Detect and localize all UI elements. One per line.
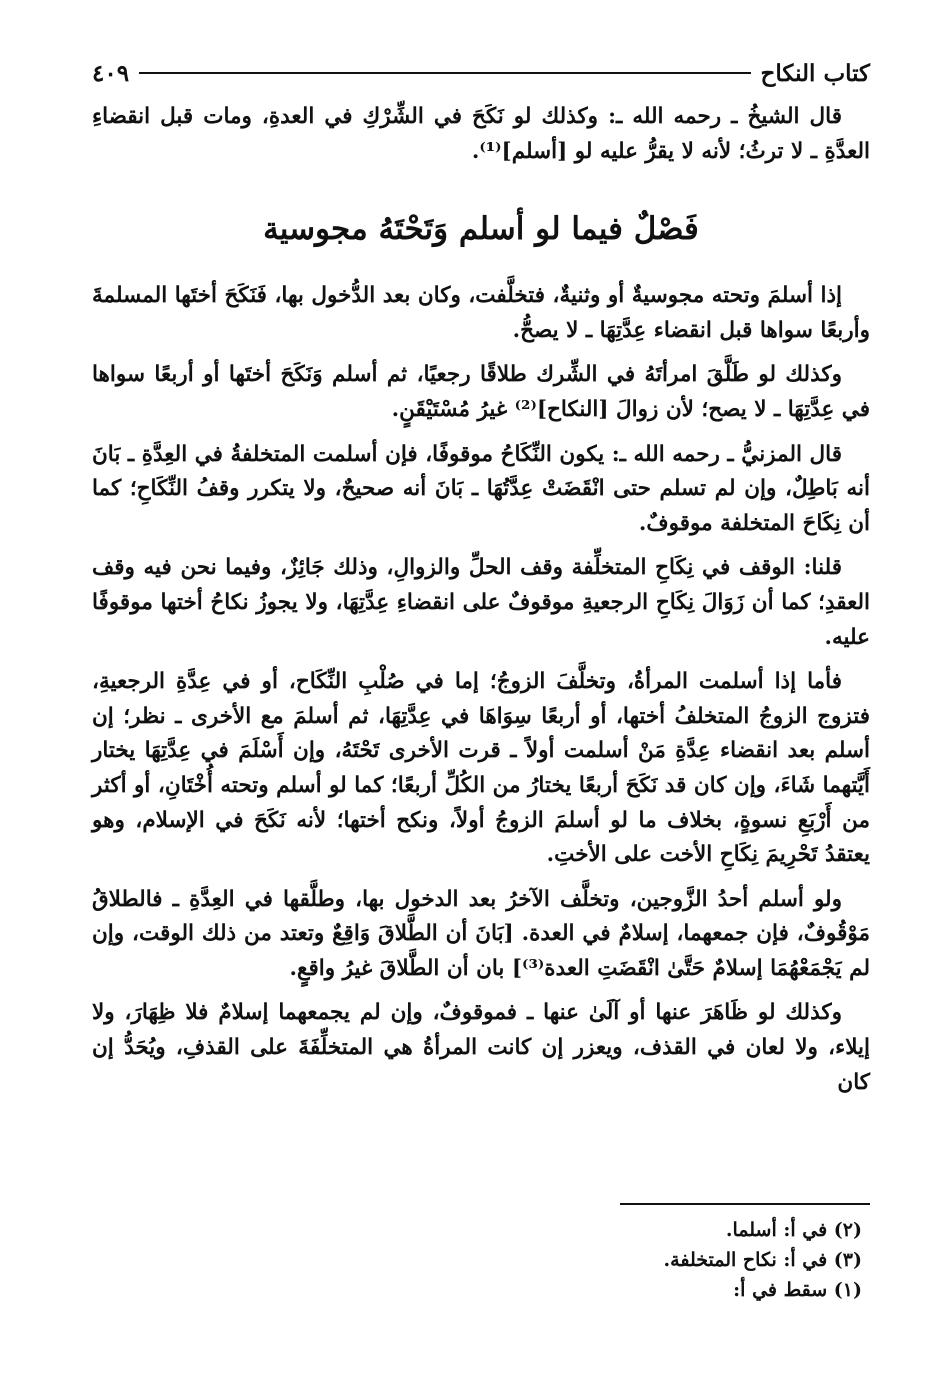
section-heading: فَصْلٌ فيما لو أسلم وَتَحْتَهُ مجوسية: [263, 211, 699, 248]
paragraph-7: وكذلك لو ظَاهَرَ عنها أو آلَىٰ عنها ـ فموقوفٌ، وإن لم يجمعهما إسلامٌ فلا ظِهَارَ، ولا إيلاء، ولا لعان في القذف، ويعزر إن كانت المرأةُ هي المتخلِّفَةَ على القذفِ، ويُحَدُّ إن كان: [92, 1000, 870, 1095]
footnotes: [92, 1203, 870, 1305]
paragraph-2: وكذلك لو طَلَّقَ امرأتَهُ في الشِّرك طلاقًا رجعيًا، ثم أسلم وَنَكَحَ أختَها أو أربعًا سواها في عِدَّتِهَا ـ لا يصح؛ لأن زوالَ [النكاح]⁽²⁾ غيرُ مُسْتَيْقَنٍ.: [92, 362, 870, 422]
header-rule: [139, 72, 750, 74]
page-number: ٤٠٩: [92, 59, 130, 87]
footnote-2: (٢) في أ: أسلما.: [725, 1219, 862, 1241]
intro-paragraph: قال الشيخُ ـ رحمه الله ـ: وكذلك لو نَكَحَ في الشِّرْكِ في العدةِ، ومات قبل انقضاءِ العدَّةِ ـ لا ترثُ؛ لأنه لا يقرُّ عليه لو [أسلم]⁽¹⁾.: [92, 104, 870, 164]
paragraph-4: قلنا: الوقف في نِكَاحِ المتخلِّفة وقف الحلِّ والزوالِ، وذلك جَائِزٌ، وفيما نحن فيه وقف العقدِ؛ كما أن زَوَالَ نِكَاحِ الرجعيةِ موقوفٌ على انقضاءِ عِدَّتِهَا، ولا يجوزُ نكاحُ أختها موقوفًا عليه.: [92, 555, 870, 650]
paragraph-5: فأما إذا أسلمت المرأةُ، وتخلَّفَ الزوجُ؛ إما في صُلْبِ النِّكَاح، أو في عِدَّةِ الرجعيةِ، فتزوج الزوجُ المتخلفُ أختها، أو أربعًا سِوَاهَا في عِدَّتِهَا، ثم أسلمَ مع الأخرى ـ نظر؛ إن أسلم بعد انقضاء عِدَّةِ مَنْ أسلمت أولاً ـ قرت الأخرى تَحْتَهُ، وإن أَسْلَمَ في عِدَّتِهَا يختار أَيَّتهما شَاءَ، وإن كان قد نَكَحَ أربعًا يختارُ من الكُلِّ أربعًا؛ كما لو أسلم وتحته أُخْتَانِ، أو أكثر من أَرْبَعِ نسوةٍ، بخلاف ما لو أسلمَ الزوجُ أولاً، ونكح أختها؛ لأنه نَكَحَ في الإسلام، وهو يعتقدُ تَحْرِيمَ نِكَاحِ الأخت على الأختِ.: [92, 669, 870, 868]
main-text: [92, 100, 870, 1110]
footnote-separator: [620, 1203, 870, 1205]
footnote-3: (٣) في أ: نكاح المتخلفة.: [663, 1249, 862, 1271]
paragraph-3: قال المزنيُّ ـ رحمه الله ـ: يكون النِّكَاحُ موقوفًا، فإن أسلمت المتخلفةُ في العِدَّةِ ـ بَانَ أنه بَاطِلٌ، وإن لم تسلم حتى انْقَضَتْ عِدَّتُهَا ـ بَانَ أنه صحيحٌ، ولا يتكرر وقفُ النِّكَاحِ؛ كما أن نِكَاحَ المتخلفة موقوفٌ.: [92, 441, 870, 536]
page-header: [92, 56, 870, 90]
paragraph-6: ولو أسلم أحدُ الزَّوجين، وتخلَّف الآخرُ بعد الدخول بها، وطلَّقها في العِدَّةِ ـ فالطلاقُ مَوْقُوفٌ، فإن جمعهما، إسلامٌ في العدة. [بَانَ أن الطَّلاقَ وَاقِعٌ وتعتد من ذلك الوقت، وإن لم يَجْمَعْهُمَا إسلامٌ حَتَّىٰ انْقَضَتِ العدة⁽³⁾] بان أن الطَّلاقَ غيرُ واقعٍ.: [92, 886, 870, 981]
paragraph-1: إذا أسلمَ وتحته مجوسيةٌ أو وثنيةٌ، فتخلَّفت، وكان بعد الدُّخول بها، فَنَكَحَ أختَها المسلمةَ وأربعًا سواها قبل انقضاء عِدَّتِهَا ـ لا يصحُّ.: [92, 283, 870, 343]
book-title: كتاب النكاح: [760, 59, 870, 87]
footnote-1: (١) سقط في أ:: [733, 1279, 862, 1301]
